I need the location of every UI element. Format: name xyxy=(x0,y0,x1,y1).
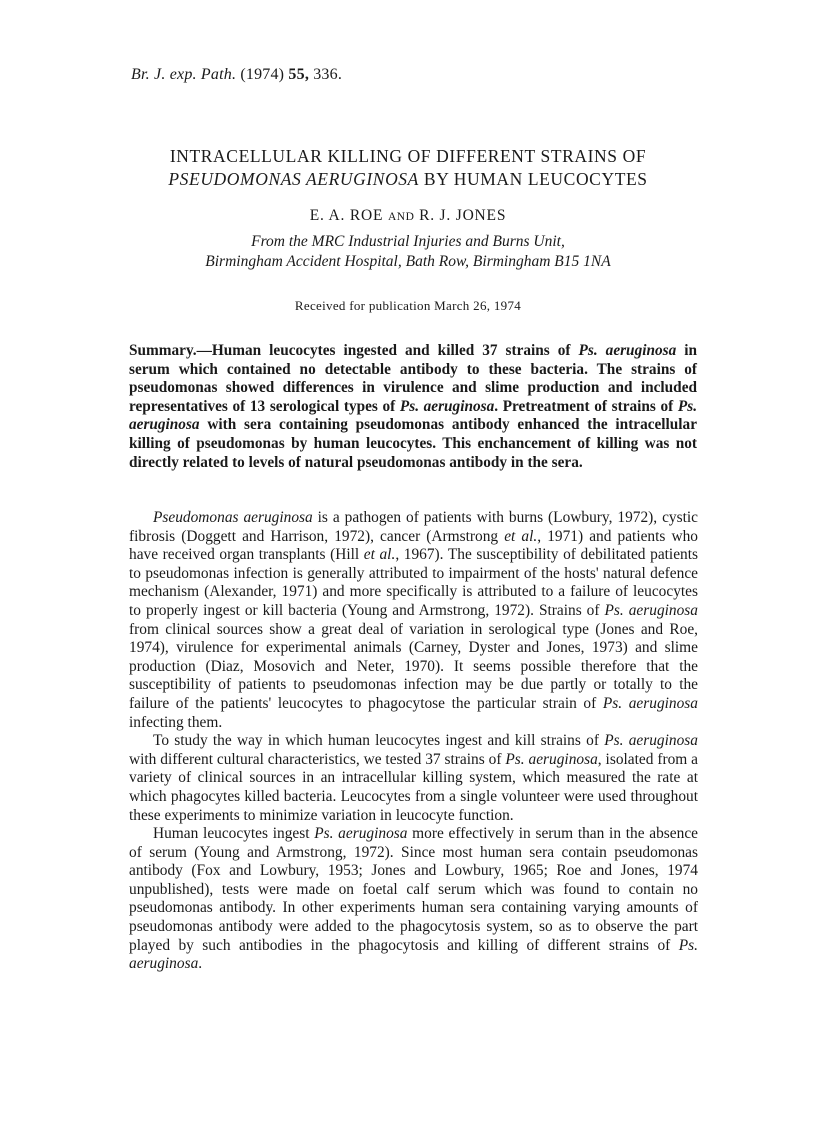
paragraph-text: with different cultural characteristics, we tested 37 strains of xyxy=(129,750,506,768)
species-name: Ps. aeruginosa xyxy=(578,342,677,359)
paragraph-3 xyxy=(129,825,698,974)
paragraph-text: infecting them. xyxy=(129,713,223,731)
author-second: R. J. JONES xyxy=(419,207,507,224)
author-conjunction: AND xyxy=(387,211,415,223)
paragraph-text: , 1967). The susceptibility of debilitated patients to pseudomonas infection is generally attributed to impairment of the hosts' natural defence mechanism (Alexander, 1971) and more specifically is attributed to a failure of leucocytes to properly ingest or kill bacteria (Young and Armstrong, 1972). Strains of xyxy=(129,546,698,619)
affiliation xyxy=(100,232,716,272)
paragraph-text: , 1971) and patients who have received organ transplants (Hill xyxy=(129,527,698,564)
species-name: Ps. aeruginosa xyxy=(314,825,408,843)
title-line-2 xyxy=(100,168,716,191)
summary-text: . Pretreatment of strains of xyxy=(494,397,678,415)
summary-text: Summary.—Human leucocytes ingested and killed 37 strains of xyxy=(129,342,579,359)
species-name: Ps. aeruginosa xyxy=(399,397,495,415)
journal-year: (1974) xyxy=(240,66,285,83)
received-date: Received for publication March 26, 1974 xyxy=(294,298,522,313)
species-name: Ps. aeruginosa xyxy=(602,694,698,712)
affiliation-line-2: Birmingham Accident Hospital, Bath Row, Birmingham B15 1NA xyxy=(205,253,611,270)
paragraph-text: is a pathogen of patients with burns (Lowbury, 1972), cystic fibrosis (Doggett and Harrison, 1972), cancer (Armstrong xyxy=(129,509,698,545)
journal-reference xyxy=(131,66,342,84)
body-text xyxy=(129,509,698,974)
summary-abstract xyxy=(129,342,697,472)
title-species: PSEUDOMONAS AERUGINOSA xyxy=(168,169,419,189)
article-title xyxy=(100,145,716,191)
species-name: Ps. aeruginosa xyxy=(129,936,698,973)
affiliation-line-1: From the MRC Industrial Injuries and Burns Unit, xyxy=(251,233,565,250)
journal-page: 336. xyxy=(313,66,343,83)
species-name: Ps. aeruginosa xyxy=(505,750,598,768)
paragraph-text: more effectively in serum than in the absence of serum (Young and Armstrong, 1972). Since most human sera contain pseudomonas antibody (Fox and Lowbury, 1953; Jones and Lowbury, 1965; Roe and Jones, 1974 unpublished), tests were made on foetal calf serum which was found to contain no pseudomonas antibody. In other experiments human sera containing varying amounts of pseudomonas antibody were added to the phagocytosis system, so as to observe the part played by such antibodies in the phagocytosis and killing of different strains of xyxy=(129,825,698,954)
paragraph-text: from clinical sources show a great deal of variation in serological type (Jones and Roe, 1974), virulence for experimental animals (Carney, Dyster and Jones, 1973) and slime production (Diaz, Mosovich and Neter, 1970). It seems possible therefore that the susceptibility of patients to pseudomonas infection may be due partly or totally to the failure of the patients' leucocytes to phagocytose the particular strain of xyxy=(129,620,698,712)
paragraph-text: Human leucocytes ingest xyxy=(153,825,315,843)
author-first: E. A. ROE xyxy=(309,207,384,224)
paragraph-text: To study the way in which human leucocytes ingest and kill strains of xyxy=(153,732,605,750)
summary-text: in serum which contained no detectable antibody to these bacteria. The strains of pseudomonas showed differences in virulence and slime production and included representatives of 13 serological types of xyxy=(129,342,698,415)
citation-etal: et al. xyxy=(363,546,396,564)
citation-etal: et al. xyxy=(504,527,538,545)
title-line-2-rest: BY HUMAN LEUCOCYTES xyxy=(418,169,648,189)
species-name: Pseudomonas aeruginosa xyxy=(153,509,313,526)
paragraph-text: , isolated from a variety of clinical sources in an intracellular killing system, which measured the rate at which phagocytes killed bacteria. Leucocytes from a single volunteer were used throughout these experiments to minimize variation in leucocyte function. xyxy=(129,750,698,824)
summary-text: with sera containing pseudomonas antibody enhanced the intracellular killing of pseudomonas by human leucocytes. This enchancement of killing was not directly related to levels of natural pseudomonas antibody in the sera. xyxy=(129,416,697,471)
paragraph-1 xyxy=(129,509,698,732)
species-name: Ps. aeruginosa xyxy=(604,601,698,619)
species-name: Ps. aeruginosa xyxy=(129,397,698,434)
title-line-1: INTRACELLULAR KILLING OF DIFFERENT STRAINS OF xyxy=(169,146,647,166)
species-name: Ps. aeruginosa xyxy=(604,732,698,750)
journal-abbrev: Br. J. exp. Path. xyxy=(131,66,237,83)
paragraph-2 xyxy=(129,732,698,825)
journal-volume: 55, xyxy=(288,66,310,83)
paragraph-text: . xyxy=(198,955,203,973)
author-list xyxy=(100,207,716,225)
